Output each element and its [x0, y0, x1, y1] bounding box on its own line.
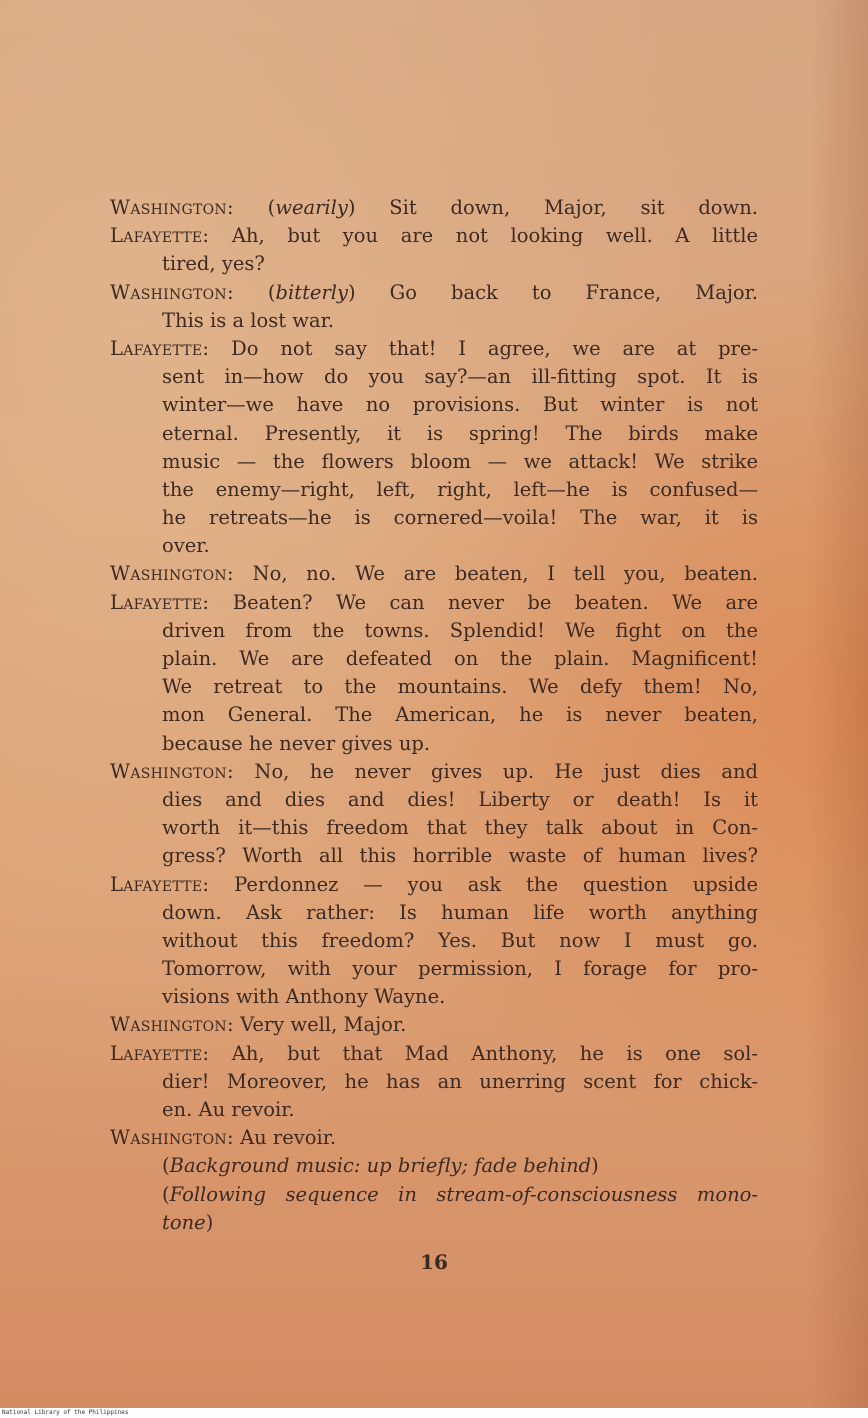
- line-text: ): [205, 1210, 214, 1234]
- speaker-name: Washington:: [110, 196, 234, 219]
- line-text: We retreat to the mountains. We defy them! No,: [162, 675, 758, 699]
- continuation-line: [110, 476, 758, 504]
- continuation-line: [110, 1068, 758, 1096]
- speech-line: [110, 194, 758, 222]
- speech-line: [110, 589, 758, 617]
- line-text: (: [267, 280, 276, 304]
- stage-direction: tone: [162, 1210, 206, 1234]
- line-text: Ah, but that Mad Anthony, he is one sol-: [231, 1041, 758, 1065]
- continuation-line: [110, 786, 758, 814]
- continuation-line: [110, 504, 758, 532]
- line-text: without this freedom? Yes. But now I must go.: [162, 928, 758, 952]
- speech-line: [110, 1124, 758, 1152]
- line-text: ) Go back to France, Major.: [348, 280, 759, 304]
- continuation-line: [110, 927, 758, 955]
- speaker-name: Washington:: [110, 562, 234, 586]
- continuation-line: [110, 899, 758, 927]
- line-text: Beaten? We can never be beaten. We are: [232, 590, 758, 614]
- stage-direction: Background music: up briefly; fade behind: [169, 1154, 592, 1178]
- line-text: eternal. Presently, it is spring! The birds make: [162, 421, 758, 445]
- line-text: over.: [162, 534, 210, 558]
- continuation-line: [110, 617, 758, 645]
- line-text: down. Ask rather: Is human life worth anything: [162, 900, 758, 924]
- speaker-name: Washington:: [110, 759, 234, 783]
- line-text: because he never gives up.: [162, 731, 431, 755]
- line-text: dies and dies and dies! Liberty or death! Is it: [162, 787, 758, 811]
- continuation-line: [110, 955, 758, 983]
- continuation-line: [110, 983, 758, 1011]
- line-text: driven from the towns. Splendid! We fight on the: [162, 618, 758, 642]
- line-text: visions with Anthony Wayne.: [162, 985, 446, 1009]
- line-text: gress? Worth all this horrible waste of human lives?: [162, 844, 758, 868]
- continuation-line: [110, 1096, 758, 1124]
- speaker-name: Washington:: [110, 280, 234, 304]
- line-text: tired, yes?: [162, 252, 265, 276]
- continuation-line: [110, 1209, 758, 1237]
- stage-direction: Following sequence in stream-of-consciousness mono-: [169, 1182, 758, 1206]
- line-text: music — the flowers bloom — we attack! We strike: [162, 449, 758, 473]
- speaker-name: Lafayette:: [110, 590, 210, 614]
- continuation-line: [110, 250, 758, 278]
- line-text: (: [162, 1154, 170, 1178]
- speech-line: [110, 222, 758, 250]
- line-text: Do not say that! I agree, we are at pre-: [231, 336, 758, 360]
- line-text: Au revoir.: [240, 1126, 337, 1150]
- speaker-name: Lafayette:: [110, 872, 210, 896]
- speaker-name: Washington:: [110, 1126, 234, 1150]
- line-text: plain. We are defeated on the plain. Magnificent!: [162, 647, 758, 670]
- continuation-line: [110, 701, 758, 729]
- speech-line: [110, 1040, 758, 1068]
- continuation-line: [110, 730, 758, 758]
- continuation-line: [110, 814, 758, 842]
- line-text: This is a lost war.: [162, 308, 334, 332]
- speech-line: [110, 1011, 758, 1039]
- line-text: mon General. The American, he is never beaten,: [162, 703, 758, 727]
- speech-line: [110, 871, 758, 899]
- line-text: (: [162, 1182, 170, 1206]
- speech-line: [110, 279, 758, 307]
- line-text: en. Au revoir.: [162, 1098, 295, 1121]
- line-text: Perdonnez — you ask the question upside: [234, 872, 758, 896]
- speaker-name: Washington:: [110, 1013, 234, 1037]
- line-text: he retreats—he is cornered—voila! The war, it is: [162, 506, 758, 530]
- continuation-line: [110, 448, 758, 476]
- continuation-line: [110, 363, 758, 391]
- speech-line: [110, 560, 758, 588]
- line-text: ) Sit down, Major, sit down.: [347, 196, 758, 219]
- continuation-line: [110, 307, 758, 335]
- page-edge-shadow: [808, 0, 868, 1408]
- line-text: dier! Moreover, he has an unerring scent for chick-: [162, 1069, 758, 1093]
- continuation-line: [110, 532, 758, 560]
- line-text: winter—we have no provisions. But winter is not: [162, 393, 758, 417]
- line-text: Very well, Major.: [240, 1013, 407, 1037]
- line-text: ): [591, 1154, 599, 1178]
- line-text: the enemy—right, left, right, left—he is confused—: [162, 477, 758, 501]
- line-text: sent in—how do you say?—an ill-fitting spot. It is: [162, 365, 758, 389]
- speaker-name: Lafayette:: [110, 224, 210, 248]
- line-text: Ah, but you are not looking well. A little: [231, 224, 758, 248]
- line-text: No, he never gives up. He just dies and: [254, 759, 758, 783]
- continuation-line: [110, 645, 758, 673]
- speaker-name: Lafayette:: [110, 336, 210, 360]
- continuation-line: [110, 1181, 758, 1209]
- speech-line: [110, 758, 758, 786]
- continuation-line: [110, 420, 758, 448]
- continuation-line: [110, 842, 758, 870]
- speech-line: [110, 335, 758, 363]
- line-text: No, no. We are beaten, I tell you, beaten.: [252, 562, 758, 586]
- page-number: 16: [420, 1250, 448, 1274]
- speaker-name: Lafayette:: [110, 1041, 210, 1065]
- continuation-line: [110, 1152, 758, 1180]
- stage-direction: wearily: [275, 196, 348, 219]
- line-text: Tomorrow, with your permission, I forage for pro-: [162, 957, 758, 981]
- continuation-line: [110, 673, 758, 701]
- continuation-line: [110, 391, 758, 419]
- line-text: worth it—this freedom that they talk about in Con-: [162, 816, 758, 840]
- stage-direction: bitterly: [275, 280, 349, 304]
- footer-credit: National Library of the Philippines: [0, 1408, 868, 1418]
- line-text: (: [267, 196, 276, 219]
- dialogue-text: [110, 194, 758, 1237]
